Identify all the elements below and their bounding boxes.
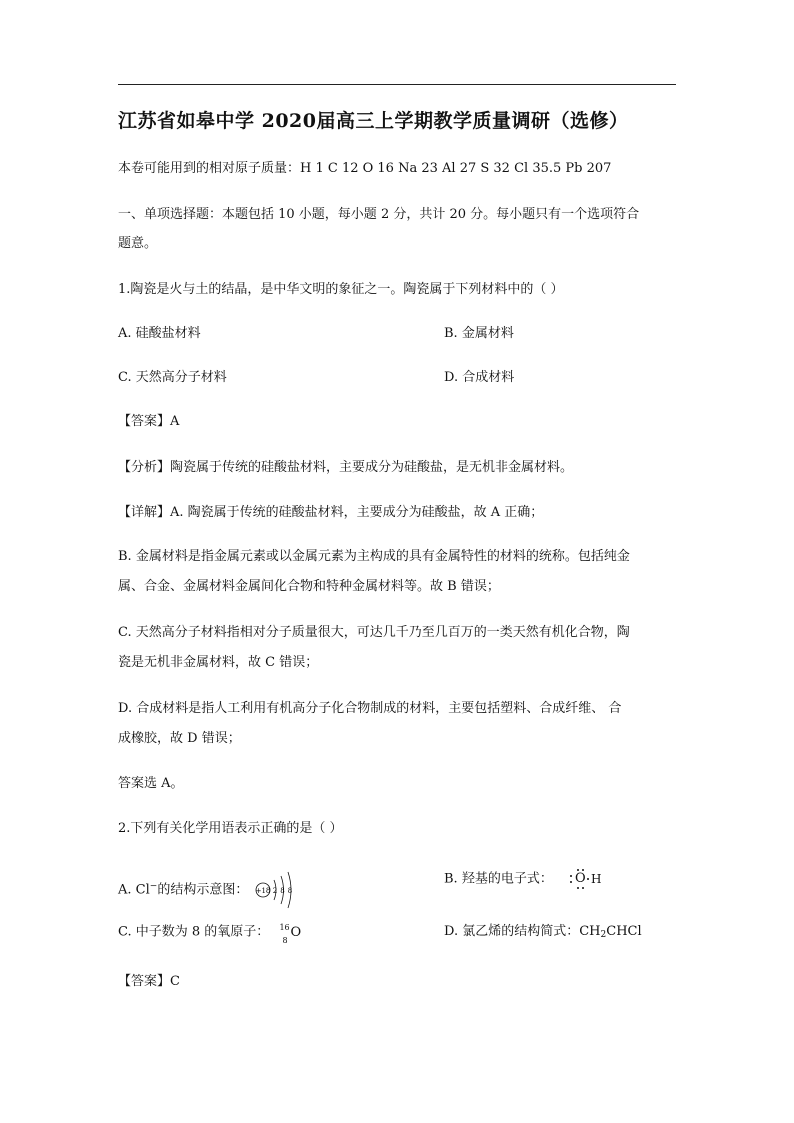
q2-option-a-prefix: A. Cl [118, 882, 150, 898]
q2-option-a [118, 870, 300, 910]
q1-option-a: A. 硅酸盐材料 [118, 326, 201, 341]
oxygen-nuclide [279, 923, 302, 945]
page-title: 江苏省如皋中学 2020届高三上学期教学质量调研（选修） [118, 110, 629, 132]
atomic-masses-line: 本卷可能用到的相对原子质量：H 1 C 12 O 16 Na 23 Al 27 S 32 Cl 35.5 Pb 207 [118, 161, 612, 176]
q2-option-d [444, 923, 642, 944]
q1-explain-b-line1: B. 金属材料是指金属元素或以金属元素为主构成的具有金属特性的材料的统称。包括纯金 [118, 549, 630, 564]
q1-explain-c-line2: 瓷是无机非金属材料，故 C 错误； [118, 655, 319, 670]
q1-analysis: 【分析】陶瓷属于传统的硅酸盐材料，主要成分为硅酸盐，是无机非金属材料。 [118, 460, 574, 475]
header-rule [118, 84, 676, 85]
q2-option-a-text: 的结构示意图： [157, 882, 249, 898]
q1-option-c: C. 天然高分子材料 [118, 370, 227, 385]
q2-option-b-text: B. 羟基的电子式： [444, 871, 553, 887]
q1-explain-d-line2: 成橡胶，故 D 错误； [118, 731, 241, 746]
q1-explain-b-line2: 属、合金、金属材料金属间化合物和特种金属材料等。故 B 错误； [118, 579, 500, 594]
q1-detail: 【详解】A. 陶瓷属于传统的硅酸盐材料，主要成分为硅酸盐，故 A 正确； [118, 505, 544, 520]
electron-dot [587, 878, 589, 880]
q2-option-b [444, 870, 607, 889]
nuclide-element: O [290, 925, 302, 940]
section-heading-line2: 题意。 [118, 236, 158, 251]
q1-explain-d-line1: D. 合成材料是指人工利用有机高分子化合物制成的材料，主要包括塑料、合成纤维、 合 [118, 701, 622, 716]
hydrogen-symbol: H [590, 872, 602, 886]
q1-answer: 【答案】A [118, 414, 180, 429]
shell-electrons-2: 8 [280, 887, 286, 895]
oxygen-symbol: O [574, 871, 586, 886]
q2-option-a-charge: − [149, 881, 158, 892]
nuclide-atomic-number: 8 [282, 936, 288, 945]
q1-explain-c-line1: C. 天然高分子材料指相对分子质量很大，可达几千乃至几百万的一类天然有机化合物，陶 [118, 625, 630, 640]
section-heading-line1: 一、单项选择题：本题包括 10 小题，每小题 2 分，共计 20 分。每小题只有一个选项符合 [118, 207, 640, 222]
q2-option-c [118, 923, 302, 945]
formula-part-b: CHCl [606, 924, 642, 939]
q1-conclusion: 答案选 A。 [118, 776, 184, 791]
q2-option-d-text: D. 氯乙烯的结构简式： [444, 924, 580, 939]
q1-option-d: D. 合成材料 [444, 370, 515, 385]
formula-subscript: 2 [600, 930, 607, 940]
nuclide-mass-number: 16 [279, 923, 290, 932]
electron-dot [570, 875, 572, 877]
nucleus-charge: +18 [256, 887, 271, 895]
shell-electrons-3: 8 [288, 887, 293, 895]
shell-electrons-1: 2 [273, 887, 278, 895]
q2-option-c-text: C. 中子数为 8 的氧原子： [118, 924, 270, 940]
electron-dot [570, 881, 572, 883]
cl-ion-structure-diagram [254, 870, 300, 910]
q2-stem: 2.下列有关化学用语表示正确的是（ ） [118, 821, 343, 836]
hydroxyl-electron-formula [567, 870, 607, 888]
q1-option-b: B. 金属材料 [444, 326, 514, 341]
q1-stem: 1.陶瓷是火与土的结晶，是中华文明的象征之一。陶瓷属于下列材料中的（ ） [118, 282, 564, 297]
q2-answer: 【答案】C [118, 974, 180, 989]
formula-part-a: CH [579, 924, 601, 939]
